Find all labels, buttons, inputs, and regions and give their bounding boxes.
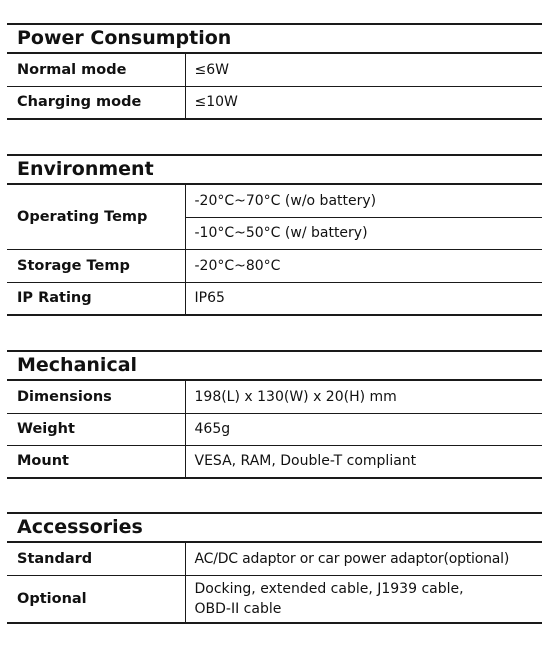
table-row [7,86,542,119]
section-title: Mechanical [7,350,542,381]
row-label: Weight [7,413,185,445]
row-value: 198(L) x 130(W) x 20(H) mm [185,381,542,413]
spec-table [7,543,542,624]
section-mechanical [7,350,542,479]
row-value: -20°C~70°C (w/o battery) [185,185,542,217]
section-title: Environment [7,154,542,185]
row-label: Operating Temp [7,185,185,249]
row-value: ≤6W [185,54,542,86]
table-row [7,543,542,575]
row-label: Charging mode [7,86,185,119]
table-row [7,413,542,445]
section-title: Accessories [7,512,542,543]
row-label: Storage Temp [7,249,185,282]
row-value: ≤10W [185,86,542,119]
spec-table [7,185,542,316]
row-value: 465g [185,413,542,445]
row-label: Mount [7,445,185,478]
row-label: Dimensions [7,381,185,413]
section-accessories [7,512,542,624]
value-line: Docking, extended cable, J1939 cable, [194,580,464,597]
row-value: -10°C~50°C (w/ battery) [185,217,542,249]
row-label: Standard [7,543,185,575]
table-row [7,381,542,413]
row-label: IP Rating [7,282,185,315]
row-label: Normal mode [7,54,185,86]
row-label: Optional [7,575,185,623]
row-value [185,575,542,623]
row-value: AC/DC adaptor or car power adaptor(optional) [185,543,542,575]
value-line: OBD-II cable [194,600,282,617]
table-row [7,575,542,623]
table-row [7,445,542,478]
table-row [7,54,542,86]
section-environment [7,154,542,316]
row-value: VESA, RAM, Double-T compliant [185,445,542,478]
table-row [7,282,542,315]
table-row [7,185,542,217]
spec-table [7,54,542,120]
spec-table [7,381,542,479]
section-power-consumption [7,23,542,120]
row-value: -20°C~80°C [185,249,542,282]
row-value: IP65 [185,282,542,315]
table-row [7,249,542,282]
section-title: Power Consumption [7,23,542,54]
